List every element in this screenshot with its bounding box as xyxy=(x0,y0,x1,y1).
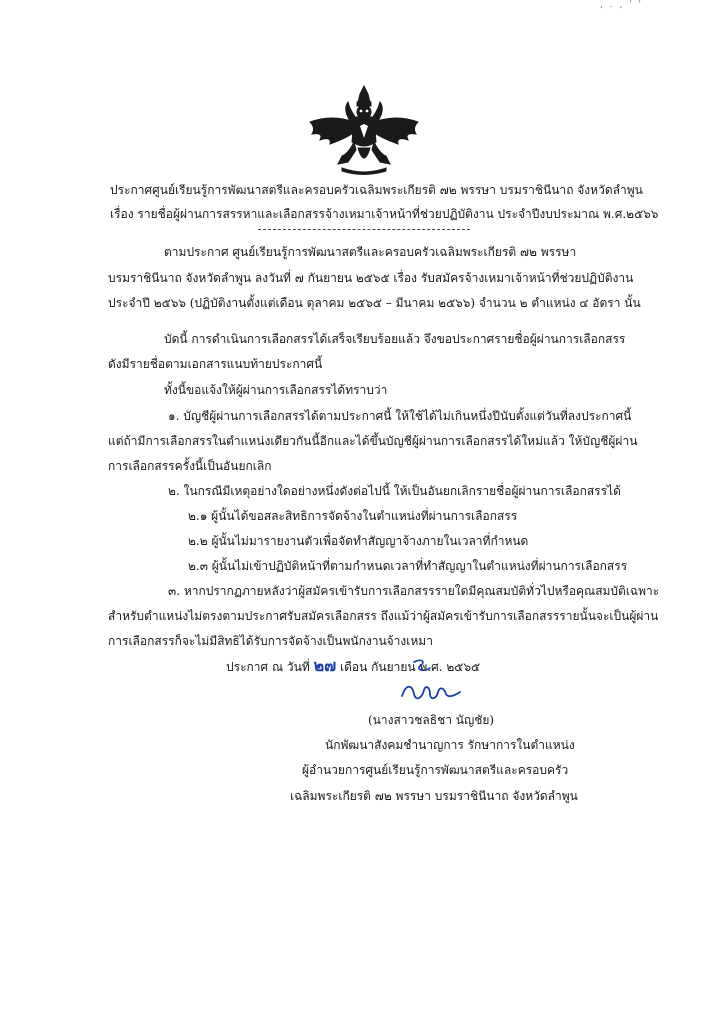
clause-2-1: ๒.๑ ผู้นั้นได้ขอสละสิทธิการจัดจ้างในตำแหน่งที่ผ่านการเลือกสรร xyxy=(188,509,518,523)
announce-date-prefix: ประกาศ ณ วันที่ xyxy=(226,660,310,674)
signer-title-line-1: นักพัฒนาสังคมชำนาญการ รักษาการในตำแหน่ง xyxy=(325,738,575,752)
header-title: ประกาศศูนย์เรียนรู้การพัฒนาสตรีและครอบครัวเฉลิมพระเกียรติ ๗๒ พรรษา บรมราชินีนาถ จังหวัดลำพูน xyxy=(110,183,643,197)
handwritten-signature xyxy=(396,654,466,706)
paragraph-2-line-2: ดังมีรายชื่อตามเอกสารแนบท้ายประกาศนี้ xyxy=(108,357,323,371)
clause-3-line-1: ๓. หากปรากฏภายหลังว่าผู้สมัครเข้ารับการเลือกสรรรายใดมีคุณสมบัติทั่วไปหรือคุณสมบัติเฉพาะ xyxy=(168,584,660,598)
clause-3-line-3: การเลือกสรรก็จะไม่มีสิทธิได้รับการจัดจ้างเป็นพนักงานจ้างเหมา xyxy=(108,634,433,648)
paragraph-1-line-1: ตามประกาศ ศูนย์เรียนรู้การพัฒนาสตรีและครอบครัวเฉลิมพระเกียรติ ๗๒ พรรษา xyxy=(164,245,577,259)
header-subject: เรื่อง รายชื่อผู้ผ่านการสรรหาและเลือกสรรจ้างเหมาเจ้าหน้าที่ช่วยปฏิบัติงาน ประจำปีงบประมาณ พ.ศ.๒๕๖๖ xyxy=(110,207,659,221)
clause-1-line-2: แต่ถ้ามีการเลือกสรรในตำแหน่งเดียวกันนี้อีกและได้ขึ้นบัญชีผู้ผ่านการเลือกสรรได้ใหม่แล้ว ให้บัญชีผู้ผ่าน xyxy=(108,434,638,448)
announce-date-suffix: เดือน กันยายน พ.ศ. ๒๕๖๕ xyxy=(339,660,481,674)
clause-1-line-1: ๑. บัญชีผู้ผ่านการเลือกสรรได้ตามประกาศนี้ ให้ใช้ได้ไม่เกินหนึ่งปีนับตั้งแต่วันที่ลงประกาศนี้ xyxy=(168,409,632,423)
garuda-emblem-icon xyxy=(302,84,426,176)
signer-title-line-2: ผู้อำนวยการศูนย์เรียนรู้การพัฒนาสตรีและครอบครัว xyxy=(302,763,569,777)
clause-3-line-2: สำหรับตำแหน่งไม่ตรงตามประกาศรับสมัครเลือกสรร ถึงแม้ว่าผู้สมัครเข้ารับการเลือกสรรรายนั้นจะเป็นผู้ผ่าน xyxy=(108,609,659,623)
announce-day-handwritten: ๒๗ xyxy=(313,656,337,675)
paragraph-1-line-2: บรมราชินีนาถ จังหวัดลำพูน ลงวันที่ ๗ กันยายน ๒๕๖๕ เรื่อง รับสมัครจ้างเหมาเจ้าหน้าที่ช่วยปฏิบัติงาน xyxy=(108,271,634,285)
paragraph-2-line-1: บัดนี้ การดำเนินการเลือกสรรได้เสร็จเรียบร้อยแล้ว จึงขอประกาศรายชื่อผู้ผ่านการเลือกสรร xyxy=(164,332,626,346)
paragraph-1-line-3: ประจำปี ๒๕๖๖ (ปฏิบัติงานตั้งแต่เดือน ตุลาคม ๒๕๖๕ – มีนาคม ๒๕๖๖) จำนวน ๒ ตำแหน่ง ๔ อัตรา นั้น xyxy=(108,296,641,310)
scan-artifact: , . , ' ' xyxy=(600,0,643,10)
signer-title-line-3: เฉลิมพระเกียรติ ๗๒ พรรษา บรมราชินีนาถ จังหวัดลำพูน xyxy=(290,789,578,803)
header-divider xyxy=(258,229,470,230)
signer-name: (นางสาวชลธิชา นัญชัย) xyxy=(368,713,495,727)
clause-2-3: ๒.๓ ผู้นั้นไม่เข้าปฏิบัติหน้าที่ตามกำหนดเวลาที่ทำสัญญาในตำแหน่งที่ผ่านการเลือกสรร xyxy=(188,559,628,573)
clause-1-line-3: การเลือกสรรครั้งนี้เป็นอันยกเลิก xyxy=(108,459,272,473)
clause-2: ๒. ในกรณีมีเหตุอย่างใดอย่างหนึ่งดังต่อไปนี้ ให้เป็นอันยกเลิกรายชื่อผู้ผ่านการเลือกสรรได้ xyxy=(168,484,621,498)
clause-2-2: ๒.๒ ผู้นั้นไม่มารายงานตัวเพื่อจัดทำสัญญาจ้างภายในเวลาที่กำหนด xyxy=(188,534,529,548)
paragraph-3: ทั้งนี้ขอแจ้งให้ผู้ผ่านการเลือกสรรได้ทราบว่า xyxy=(164,383,388,397)
